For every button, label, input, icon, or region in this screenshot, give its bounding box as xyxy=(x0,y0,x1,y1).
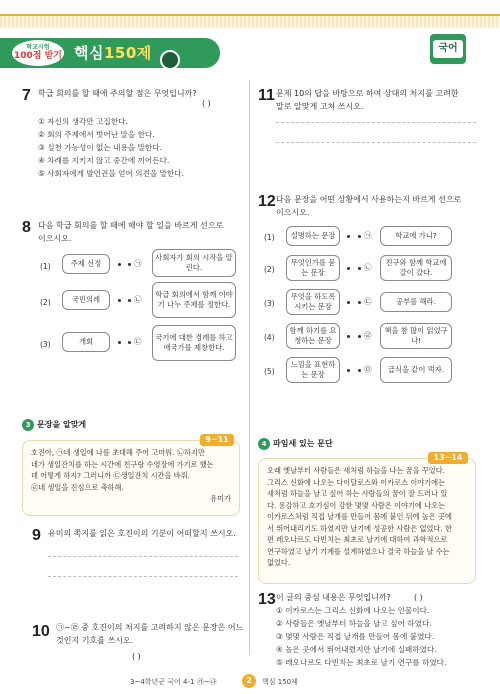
passage4-line6: 서 뛰어내리기도 하였지만 날기에 성공한 사람은 없었다. 한 xyxy=(267,523,452,533)
q7-text: 학급 회의를 할 때에 주의할 점은 무엇입니까? xyxy=(38,89,197,98)
q13-option-1[interactable]: ① 이카로스는 그리스 신화에 나오는 인물이다. xyxy=(276,606,430,615)
q12-row1-left-dot[interactable] xyxy=(347,235,350,238)
q12-row2-right[interactable]: 친구와 함께 학교에 갈이 갔다. xyxy=(380,255,452,281)
section3-heading xyxy=(22,418,86,432)
q11-answer-line-2[interactable] xyxy=(276,142,476,143)
footer-series: 핵심 150제 xyxy=(262,678,298,686)
q8-row3-num: (3) xyxy=(40,340,51,349)
q8-row3-left[interactable]: 개회 xyxy=(62,332,110,352)
q12-row5-right-dot[interactable] xyxy=(358,369,361,372)
q7-option-3[interactable]: ③ 실천 가능성이 없는 내용을 말한다. xyxy=(38,143,162,152)
q12-row5-mark: ㉤ xyxy=(364,365,372,374)
q8-number: 8 xyxy=(22,219,31,236)
section3-number: 3 xyxy=(22,419,34,431)
q12-row4-left-dot[interactable] xyxy=(347,335,350,338)
title-main: 핵심 xyxy=(74,44,104,62)
q7-option-2[interactable]: ② 회의 주제에서 벗어난 말을 한다. xyxy=(38,130,155,139)
q12-text-line1: 다음 문장을 어떤 상황에서 사용하는지 바르게 선으로 xyxy=(276,195,462,204)
score-badge xyxy=(10,38,66,68)
section4-number: 4 xyxy=(258,438,270,450)
passage4-line9: 없었다. xyxy=(267,558,291,568)
q8-row2-mark: ㉡ xyxy=(134,295,142,304)
q12-row2-left[interactable]: 무엇인가를 묻는 문장 xyxy=(286,255,340,281)
q12-row5-left[interactable]: 느낌을 표현하는 문장 xyxy=(286,357,340,383)
q8-row2-num: (2) xyxy=(40,298,51,307)
q8-row2-right-dot[interactable] xyxy=(128,299,131,302)
q8-row2-left[interactable]: 국민의례 xyxy=(62,290,110,310)
q12-row4-right[interactable]: 책을 참 많이 읽었구나! xyxy=(380,323,452,349)
q12-row4-mark: ㉣ xyxy=(364,331,372,340)
header-pattern xyxy=(0,16,500,28)
q13-option-3[interactable]: ③ 몇몇 사람은 직접 날개를 만들어 몸에 붙였다. xyxy=(276,632,435,641)
q8-row1-left-dot[interactable] xyxy=(118,263,121,266)
q12-row4-right-dot[interactable] xyxy=(358,335,361,338)
q7-answer-paren[interactable]: ( ) xyxy=(202,99,211,108)
q12-row2-left-dot[interactable] xyxy=(347,267,350,270)
q12-row2-mark: ㉡ xyxy=(364,263,372,272)
title-num: 150제 xyxy=(103,44,152,62)
column-divider xyxy=(249,80,250,655)
q13-option-2[interactable]: ② 사람들은 옛날부터 하늘을 날고 싶어 하였다. xyxy=(276,619,432,628)
q8-row1-mark: ㉠ xyxy=(134,259,142,268)
passage3-line4: ㉣네 생일을 진심으로 축하해. xyxy=(31,482,124,492)
q8-row3-left-dot[interactable] xyxy=(118,341,121,344)
q12-row1-num: (1) xyxy=(264,233,275,242)
passage4-line5: 이카로스처럼 직접 날개를 만들어 몸에 붙인 뒤에 높은 곳에 xyxy=(267,512,452,522)
badge-line2: 100점 받기 xyxy=(13,50,62,61)
q10-answer-paren[interactable]: ( ) xyxy=(132,652,141,661)
subject-label: 국어 xyxy=(433,40,463,58)
q13-option-5[interactable]: ⑤ 레오나르도 다빈치는 최초로 날기 연구를 하였다. xyxy=(276,658,447,667)
q13-number: 13 xyxy=(258,591,276,608)
q12-number: 12 xyxy=(258,193,276,210)
q12-row5-left-dot[interactable] xyxy=(347,369,350,372)
passage3-line3: 데 어떻게 하지? 그러니까 ㉢생일잔치 시간을 바뤄. xyxy=(31,471,190,481)
q8-row2-right[interactable]: 학급 회의에서 함께 이야기 나누 주제를 정한다. xyxy=(152,282,236,318)
passage4-line3: 새처럼 하늘을 날고 싶어 하는 사람들의 꿈이 잘 드러나 있 xyxy=(267,489,448,499)
q11-answer-line-1[interactable] xyxy=(276,122,476,123)
q13-answer-paren[interactable]: ( ) xyxy=(414,593,423,602)
q9-answer-line-2[interactable] xyxy=(48,576,238,577)
q12-row4-num: (4) xyxy=(264,333,275,342)
q13-text: 이 글의 중심 내용은 무엇입니까? xyxy=(276,593,391,602)
q12-row3-left-dot[interactable] xyxy=(347,301,350,304)
q7-number: 7 xyxy=(22,87,31,104)
q12-row3-right-dot[interactable] xyxy=(358,301,361,304)
q7-option-5[interactable]: ⑤ 사회자에게 발언권을 얻어 의견을 말한다. xyxy=(38,169,184,178)
page-number: 2 xyxy=(242,674,256,688)
q8-row1-left[interactable]: 주제 선정 xyxy=(62,254,110,274)
q8-text-line2: 이으시오. xyxy=(38,234,72,243)
q11-number: 11 xyxy=(258,87,275,104)
q12-row2-right-dot[interactable] xyxy=(358,267,361,270)
passage3-line1: 호진아, ㉠네 생일에 나를 초대해 주어 고마워. ㉡하지만 xyxy=(31,448,205,457)
q12-text-line2: 이으시오. xyxy=(276,208,310,217)
section4-title: 파임새 있는 문단 xyxy=(273,439,333,448)
page-title xyxy=(74,43,152,65)
q12-row3-left[interactable]: 무엇을 하도록 시키는 문장 xyxy=(286,289,340,315)
badge-line1: 학교시험 xyxy=(26,44,50,51)
q8-row1-right[interactable]: 사회자가 회의 시작을 알린다. xyxy=(152,249,236,277)
q12-row3-num: (3) xyxy=(264,299,275,308)
q13-option-4[interactable]: ④ 높은 곳에서 뛰어내렸지만 날기에 실패하였다. xyxy=(276,645,437,654)
q12-row3-mark: ㉢ xyxy=(364,297,372,306)
q8-row3-mark: ㉢ xyxy=(134,337,142,346)
passage4-line7: 편 레오나르도 다빈치는 최초로 날기에 대하여 과학적으로 xyxy=(267,535,448,545)
passage3-signature: 유미가 xyxy=(210,494,231,504)
subject-badge xyxy=(430,34,466,64)
passage4-line4: 다. 용감하고 호기심이 강한 몇몇 사람은 이야기에 나오는 xyxy=(267,500,445,510)
passage4-line2: 그리스 신화에 나오는 다이달로스와 이카로스 이야기에는 xyxy=(267,477,446,487)
face-emblem-icon xyxy=(160,50,180,70)
section3-range-tag: 9~11 xyxy=(200,434,234,446)
section4-passage xyxy=(258,458,476,584)
q11-text-line2: 말로 알맞게 고쳐 쓰시오. xyxy=(276,102,364,111)
section4-heading xyxy=(258,437,333,451)
q9-answer-line-1[interactable] xyxy=(48,556,238,557)
section3-passage xyxy=(22,440,240,516)
q7-option-4[interactable]: ④ 차례를 지키지 않고 중간에 끼어든다. xyxy=(38,156,170,165)
section4-range-tag: 13~14 xyxy=(428,452,468,464)
q8-row1-num: (1) xyxy=(40,262,51,271)
q12-row3-right[interactable]: 공부를 해라. xyxy=(380,292,452,312)
q12-row1-mark: ㉠ xyxy=(364,231,372,240)
q10-text-line2: 것인지 기호를 쓰시오. xyxy=(56,636,134,645)
q10-text-line1: ㉠~㉣ 중 호진이의 처지를 고려하지 않은 문장은 어느 xyxy=(56,623,244,632)
q9-text: 유미의 쪽지를 읽은 호진이의 기분이 어떠할지 쓰시오. xyxy=(48,529,236,538)
q12-row1-left[interactable]: 설명하는 문장 xyxy=(286,226,340,246)
q8-text-line1: 다음 학급 회의를 할 때에 해야 할 일을 바르게 선으로 xyxy=(38,221,224,230)
q12-row1-right[interactable]: 학교에 가니? xyxy=(380,226,452,246)
q8-row2-left-dot[interactable] xyxy=(118,299,121,302)
q11-text-line1: 문제 10의 답을 바탕으로 하여 상대의 처지를 고려한 xyxy=(276,89,459,98)
q12-row2-num: (2) xyxy=(264,265,275,274)
passage4-line8: 연구하였고 날기 기계를 설계하였으나 결국 하늘을 날 수는 xyxy=(267,546,450,556)
q12-row1-right-dot[interactable] xyxy=(358,235,361,238)
q12-row5-num: (5) xyxy=(264,367,275,376)
q7-option-1[interactable]: ① 자신의 생각만 고집한다. xyxy=(38,117,128,126)
q9-number: 9 xyxy=(32,527,41,544)
passage3-line2: 네가 생일잔치를 하는 시간에 친구랑 수영장에 가기로 했는 xyxy=(31,459,214,469)
q12-row5-right[interactable]: 급식을 같이 먹자. xyxy=(380,357,452,383)
q8-row3-right-dot[interactable] xyxy=(128,341,131,344)
q8-row1-right-dot[interactable] xyxy=(128,263,131,266)
footer-book-info: 3~4학년군 국어 4-1 ㉮~㉯ xyxy=(130,678,217,686)
q10-number: 10 xyxy=(32,623,50,640)
section3-title: 문장을 알맞게 xyxy=(37,420,87,429)
q12-row4-left[interactable]: 함께 하기를 요청하는 문장 xyxy=(286,323,340,349)
q8-row3-right[interactable]: 국기에 대한 경례를 하고 애국가를 제창한다. xyxy=(152,325,236,361)
passage4-line1: 오래 옛날부터 사람들은 새처럼 하늘을 나는 꿈을 꾸었다. xyxy=(267,466,445,475)
